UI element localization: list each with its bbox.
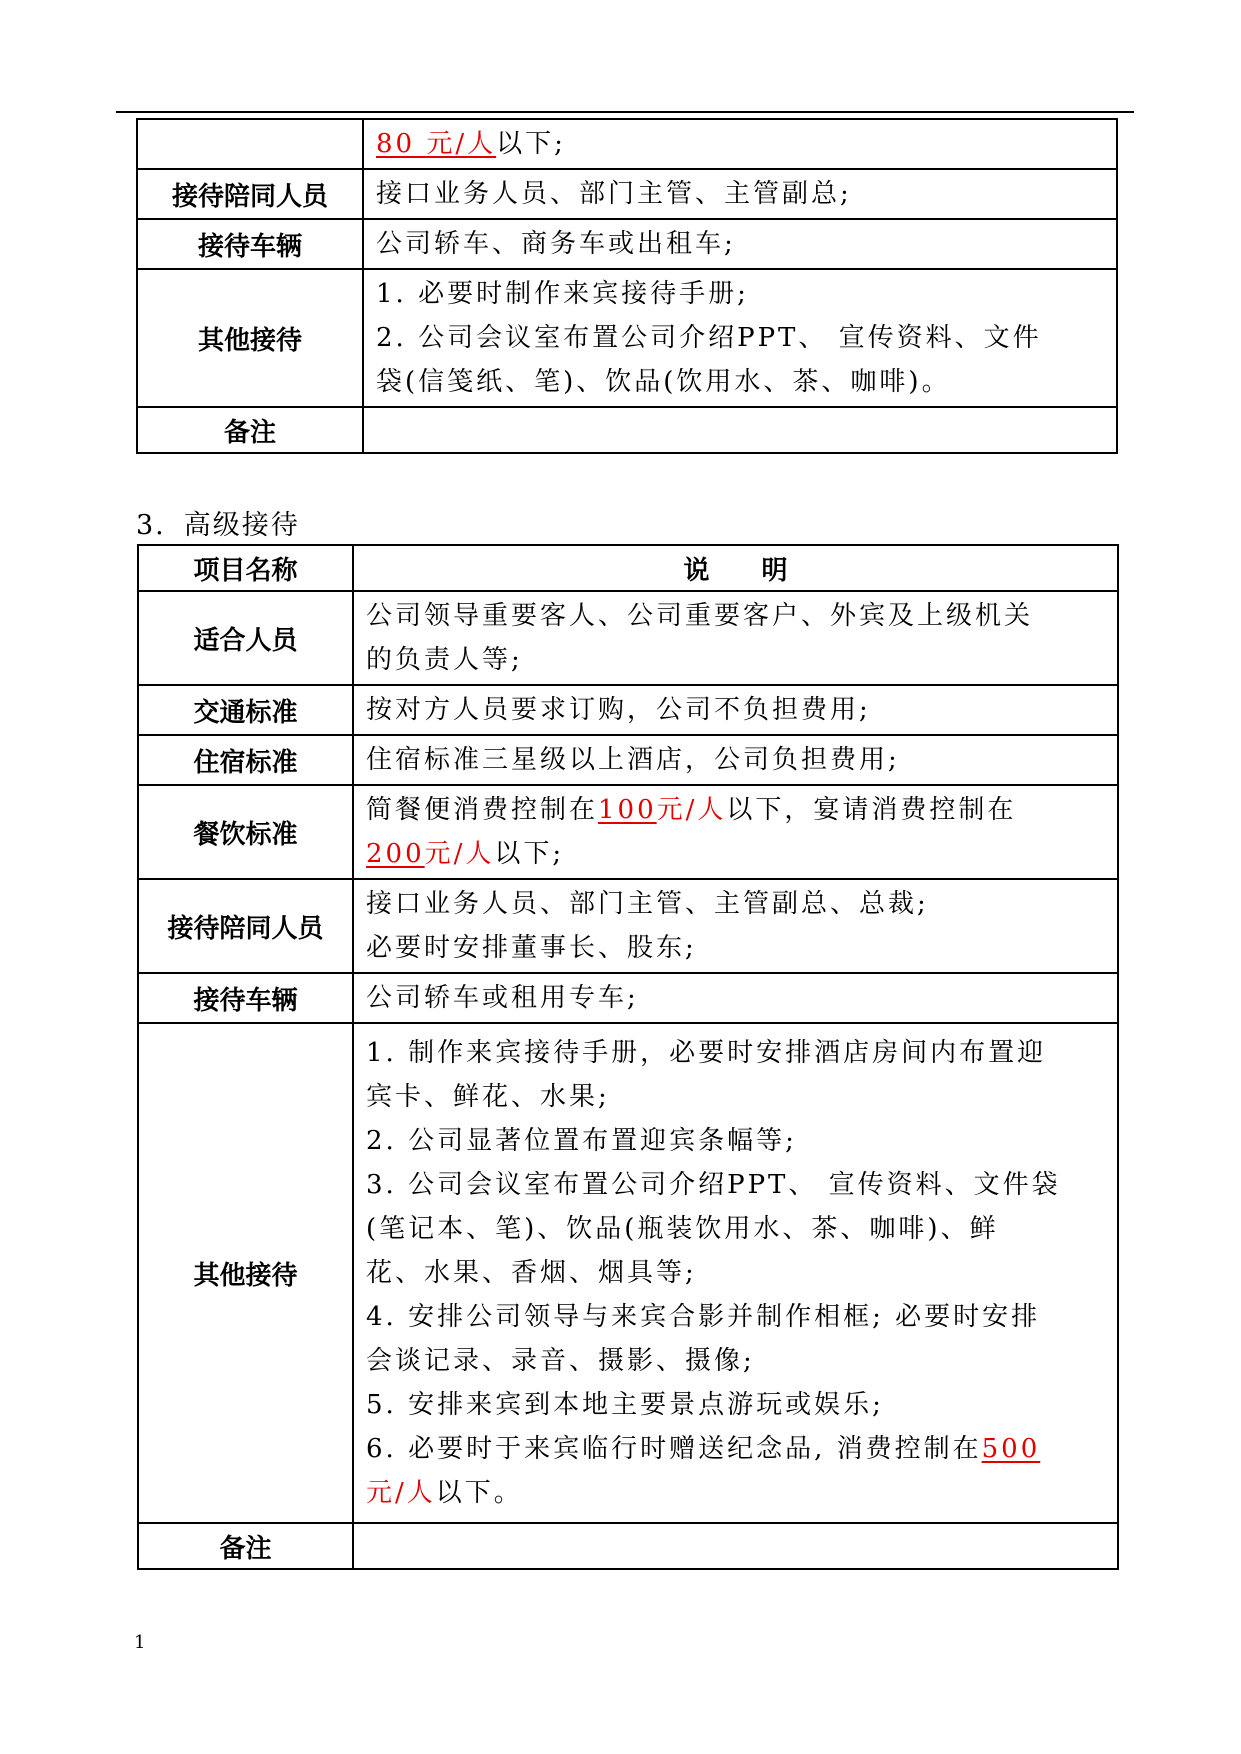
meal-limit-value: 100 [598,795,657,825]
content-line: 必要时安排董事长、股东; [366,933,697,963]
text-segment: 以下，宴请消费控制在 [726,795,1017,825]
content-line: 5. 安排来宾到本地主要景点游玩或娱乐; [366,1390,884,1420]
row-value: 公司轿车、商务车或出租车; [363,219,1117,269]
content-line: 的负责人等; [366,645,523,675]
row-label: 餐饮标准 [138,785,353,879]
row-label: 交通标准 [138,685,353,735]
header-rule [116,111,1134,113]
page-number: 1 [134,1632,146,1653]
label-cell-empty [137,119,363,169]
content-line: 袋(信笺纸、笔)、饮品(饮用水、茶、咖啡)。 [376,367,951,397]
row-value: 住宿标准三星级以上酒店，公司负担费用; [353,735,1118,785]
content-line: 花、水果、香烟、烟具等; [366,1258,697,1288]
row-value [353,879,1118,973]
meal-limit-continued [363,119,1117,169]
table-row [137,119,1117,169]
row-label: 接待陪同人员 [138,879,353,973]
table-row [137,169,1117,219]
row-value [353,591,1118,685]
content-line: 3. 公司会议室布置公司介绍PPT、 宣传资料、文件袋 [366,1170,1061,1200]
table-row [138,1523,1118,1569]
meal-limit-value: 80 元/人 [376,129,497,159]
table-row [137,269,1117,407]
unit-text: 元/人 [366,1478,436,1508]
text-segment: 简餐便消费控制在 [366,795,599,825]
meal-limit-suffix: 以下; [496,129,566,159]
row-label: 适合人员 [138,591,353,685]
row-label: 其他接待 [138,1023,353,1523]
row-value [363,269,1117,407]
senior-reception-table [137,544,1119,1570]
row-value [353,1023,1118,1523]
row-label: 接待车辆 [137,219,363,269]
table-row [137,407,1117,453]
row-label: 接待陪同人员 [137,169,363,219]
table-row [138,591,1118,685]
row-value [353,785,1118,879]
section-heading [136,503,300,542]
section-number: 3. [136,510,166,541]
text-segment: 以下; [494,839,565,869]
row-value: 按对方人员要求订购，公司不负担费用; [353,685,1118,735]
content-line: 会谈记录、录音、摄影、摄像; [366,1346,755,1376]
table-row [138,735,1118,785]
remarks-empty [353,1523,1118,1569]
row-label: 备注 [137,407,363,453]
row-value: 接口业务人员、部门主管、主管副总; [363,169,1117,219]
table-header-row [138,545,1118,591]
table-row [138,785,1118,879]
content-line: 接口业务人员、部门主管、主管副总、总裁; [366,889,929,919]
table-row [138,973,1118,1023]
row-label: 备注 [138,1523,353,1569]
table-row [137,219,1117,269]
table-row [138,1023,1118,1523]
content-line: 4. 安排公司领导与来宾合影并制作相框; 必要时安排 [366,1302,1041,1332]
content-line: (笔记本、笔)、饮品(瓶装饮用水、茶、咖啡)、鲜 [366,1214,999,1244]
row-label: 住宿标准 [138,735,353,785]
content-line: 1. 必要时制作来宾接待手册; [376,279,749,309]
row-value: 公司轿车或租用专车; [353,973,1118,1023]
unit-text: 元/人 [424,839,495,869]
content-line: 1. 制作来宾接待手册，必要时安排酒店房间内布置迎 [366,1038,1047,1068]
unit-text: 元/人 [656,795,727,825]
content-line: 宾卡、鲜花、水果; [366,1082,610,1112]
row-label: 接待车辆 [138,973,353,1023]
remarks-empty [363,407,1117,453]
gift-limit-value: 500 [981,1434,1041,1464]
content-line: 2. 公司会议室布置公司介绍PPT、 宣传资料、文件 [376,323,1042,353]
text-segment: 以下。 [435,1478,523,1508]
column-header-desc: 说 明 [353,545,1118,591]
section-title: 高级接待 [183,510,300,541]
reception-table-continued [136,118,1118,454]
row-label: 其他接待 [137,269,363,407]
table-row [138,685,1118,735]
banquet-limit-value: 200 [366,839,425,869]
content-line: 2. 公司显著位置布置迎宾条幅等; [366,1126,797,1156]
text-segment: 6. 必要时于来宾临行时赠送纪念品, 消费控制在 [366,1434,982,1464]
table-row [138,879,1118,973]
column-header-item: 项目名称 [138,545,353,591]
content-line: 公司领导重要客人、公司重要客户、外宾及上级机关 [366,601,1034,631]
